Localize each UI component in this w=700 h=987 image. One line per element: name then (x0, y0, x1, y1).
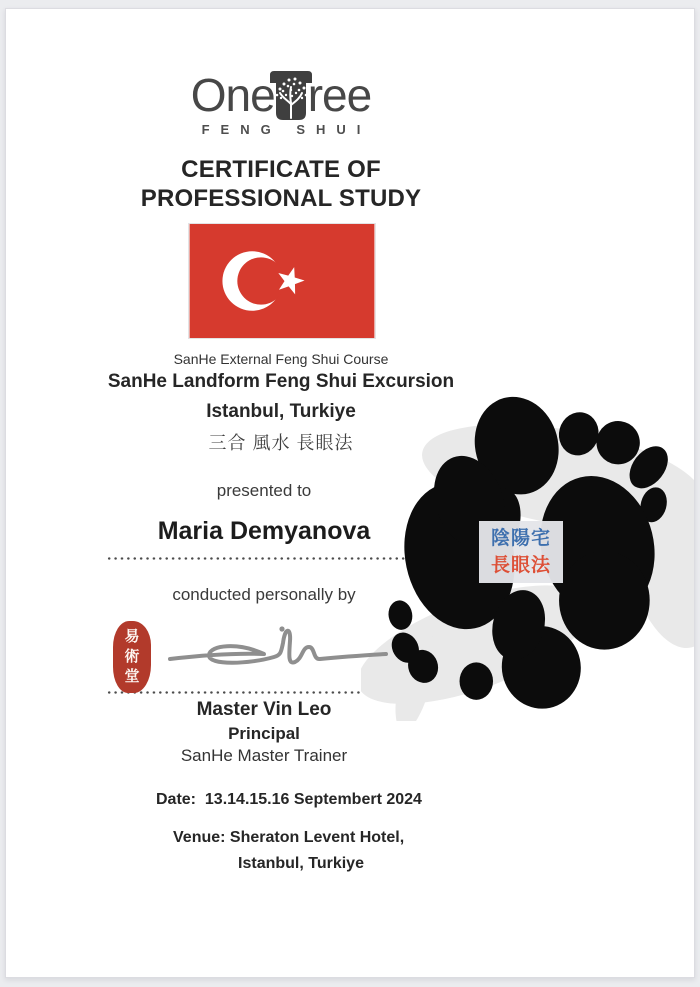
venue-line1: Venue: Sheraton Levent Hotel, (173, 829, 405, 846)
tree-icon (269, 70, 313, 122)
seal-stamp (113, 621, 151, 693)
recipient-name: Maria Demyanova (157, 517, 371, 545)
signer-title: Principal (228, 724, 300, 743)
presented-to-label: presented to (216, 481, 312, 500)
signer-subtitle: SanHe Master Trainer (180, 746, 348, 765)
date-line: Date: 13.14.15.16 Septembert 2024 (156, 791, 422, 808)
signer-name: Master Vin Leo (196, 699, 332, 720)
certificate-title-line1: CERTIFICATE OF (181, 156, 381, 183)
logo-text-ree: ree (307, 69, 372, 121)
logo-text-one: One (190, 69, 275, 121)
course-subtitle: SanHe External Feng Shui Course (173, 351, 389, 367)
course-name: SanHe Landform Feng Shui Excursion (107, 371, 455, 392)
footprint-label-line2: 長眼法 (490, 555, 551, 576)
course-location: Istanbul, Turkiye (206, 401, 356, 422)
footprint-label-box (479, 521, 563, 583)
certificate-title (6, 155, 556, 213)
signature (164, 619, 394, 688)
certificate-page (5, 8, 695, 978)
turkiye-flag (188, 223, 376, 339)
footprint-label-line1: 陰陽宅 (490, 528, 551, 549)
logo-tagline: FENG SHUI (201, 122, 372, 137)
course-chinese-text: 三合 風水 長眼法 (208, 433, 354, 453)
certificate-title-line2: PROFESSIONAL STUDY (140, 185, 422, 212)
venue-line2: Istanbul, Turkiye (238, 855, 364, 872)
onetree-logo (6, 69, 556, 122)
seal-text: 易術堂 (124, 628, 140, 685)
conducted-by-label: conducted personally by (172, 585, 356, 604)
